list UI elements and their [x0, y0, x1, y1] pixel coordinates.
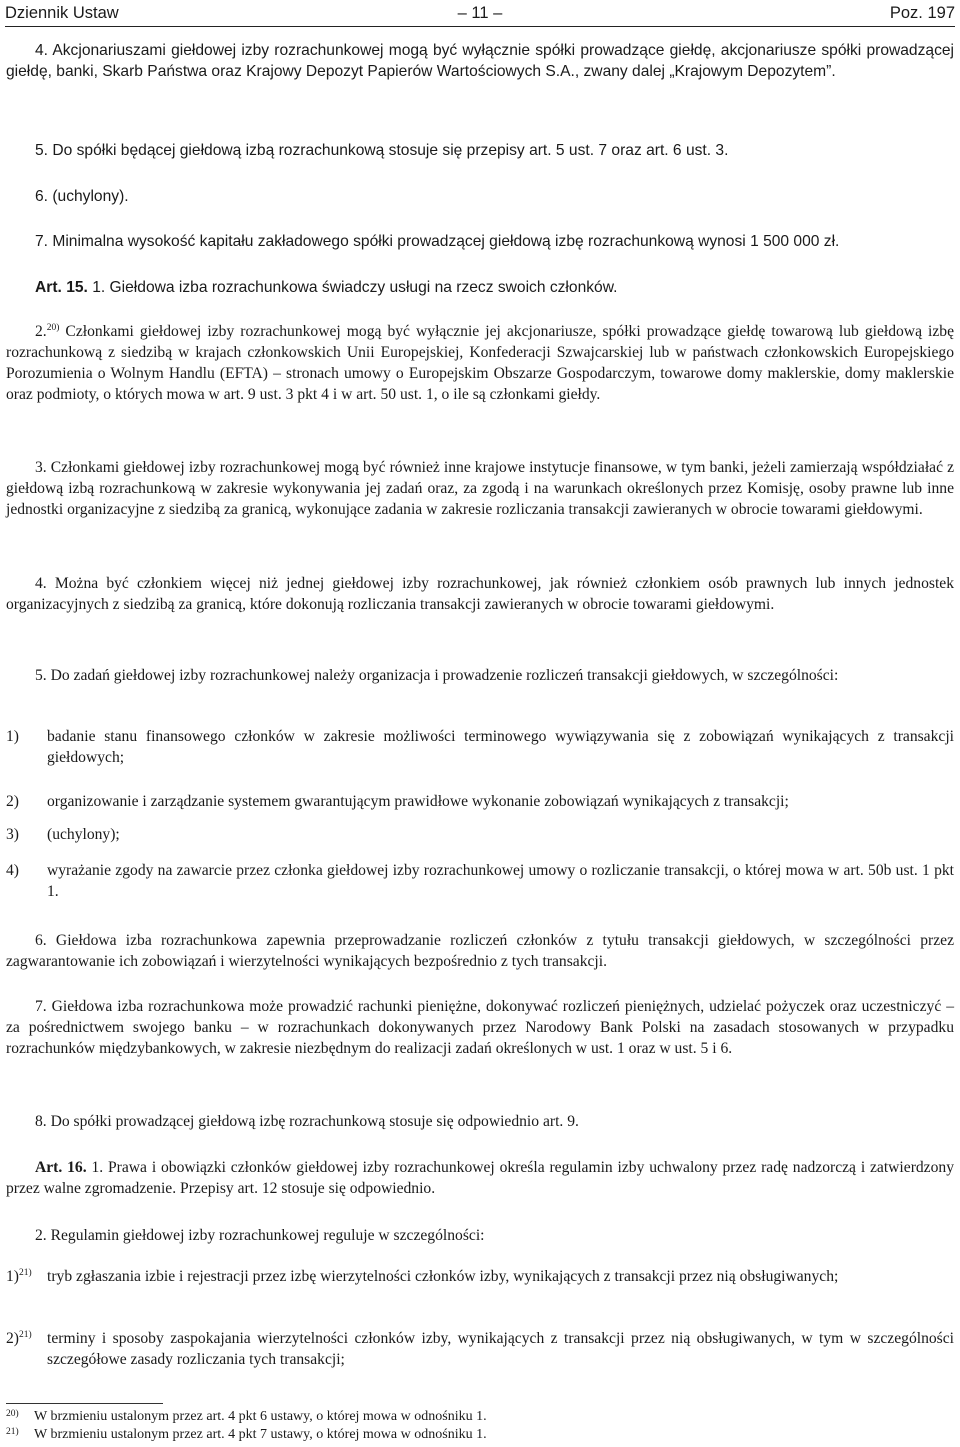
- list-item: [6, 1266, 954, 1287]
- list-item-text: badanie stanu finansowego członków w zakresie możliwości terminowego wywiązywania się z zobowiązań wynikających z transakcji giełdowych;: [47, 728, 954, 766]
- article-15-label: Art. 15.: [35, 279, 88, 296]
- paragraph-5: 5. Do spółki będącej giełdową izbą rozrachunkową stosuje się przepisy art. 5 ust. 7 oraz art. 6 ust. 3.: [35, 142, 729, 159]
- article-15-para-7: 7. Giełdowa izba rozrachunkowa może prowadzić rachunki pieniężne, dokonywać rozliczeń pieniężnych, udzielać pożyczek oraz uczestniczyć – za pośrednictwem swojego banku – w rozrachunkach dokonywanych przez Narodowy Bank Polski na zasadach stosowanych w przypadku rozrachunków międzybankowych, w zakresie niezbędnym do realizacji zadań określonych w ust. 1 oraz w ust. 5 i 6.: [6, 998, 954, 1057]
- list-item: [6, 824, 954, 845]
- list-item-number: 2): [6, 793, 19, 810]
- list-item-text: organizowanie i zarządzanie systemem gwarantującym prawidłowe wykonanie zobowiązań wynikających z transakcji;: [47, 793, 789, 810]
- footnote-separator: [6, 1403, 163, 1404]
- list-item: [6, 791, 954, 812]
- para-number: 2.: [35, 323, 47, 340]
- footnote-number: 21): [6, 1427, 19, 1437]
- list-item-number: 1)$^{21)}$: [6, 1268, 32, 1285]
- article-16-label: Art. 16.: [35, 1159, 87, 1176]
- position-number: Poz. 197: [889, 4, 955, 22]
- list-item-number: 3): [6, 826, 19, 843]
- article-15-text: 1. Giełdowa izba rozrachunkowa świadczy usługi na rzecz swoich członków.: [87, 279, 618, 296]
- footnote-text: W brzmieniu ustalonym przez art. 4 pkt 7 ustawy, o której mowa w odnośniku 1.: [34, 1427, 487, 1442]
- article-15-para-8: 8. Do spółki prowadzącej giełdową izbę rozrachunkową stosuje się odpowiednio art. 9.: [35, 1113, 579, 1130]
- article-15-para-5: 5. Do zadań giełdowej izby rozrachunkowej należy organizacja i prowadzenie rozliczeń transakcji giełdowych, w szczególności:: [35, 667, 839, 684]
- list-item-number: 4): [6, 862, 19, 879]
- article-15-para-6: 6. Giełdowa izba rozrachunkowa zapewnia przeprowadzanie rozliczeń członków z tytułu transakcji giełdowych, w szczególności przez zagwarantowanie ich zobowiązań i wierzytelności wynikających bezpośrednio z tych transakcji.: [6, 932, 954, 970]
- article-15-para-3: 3. Członkami giełdowej izby rozrachunkowej mogą być również inne krajowe instytucje finansowe, w tym banki, jeżeli zamierzają współdziałać z giełdową izbą rozrachunkową w zakresie wykonywania jej zadań oraz, za zgodą i na warunkach określonych przez Komisję, osoby prawne lub inne jednostki organizacyjne z siedzibą za granicą, wykonujące zadania w zakresie rozliczania transakcji zawieranych w obrocie towarami giełdowymi.: [6, 459, 954, 518]
- article-16-text: 1. Prawa i obowiązki członków giełdowej izby rozrachunkowej określa regulamin izby uchwalony przez radę nadzorczą i zatwierdzony przez walne zgromadzenie. Przepisy art. 12 stosuje się odpowiednio.: [6, 1159, 954, 1197]
- paragraph-6: 6. (uchylony).: [35, 188, 129, 205]
- footnote-ref: 21): [19, 1330, 32, 1340]
- list-item: [6, 726, 954, 768]
- list-item-text: terminy i sposoby zaspokajania wierzytelności członków izby, wynikających z transakcji przez nią obsługiwanych, w tym w szczególności szczegółowe zasady rozliczania tych transakcji;: [47, 1330, 954, 1368]
- article-15-para-4: 4. Można być członkiem więcej niż jednej giełdowej izby rozrachunkowej, jak również członkiem osób prawnych lub innych jednostek organizacyjnych z siedzibą za granicą, które dokonują rozliczania transakcji zawieranych w obrocie towarami giełdowymi.: [6, 575, 954, 613]
- list-item-number: 2)$^{21)}$: [6, 1330, 32, 1347]
- list-item: [6, 1328, 954, 1370]
- article-15-para-1: [6, 277, 954, 298]
- journal-title: Dziennik Ustaw: [5, 4, 119, 22]
- list-item-number: 1): [6, 728, 19, 745]
- article-16-para-2: 2. Regulamin giełdowej izby rozrachunkowej reguluje w szczególności:: [35, 1227, 485, 1244]
- footnote-ref: 21): [19, 1268, 32, 1278]
- footnote-text: W brzmieniu ustalonym przez art. 4 pkt 6 ustawy, o której mowa w odnośniku 1.: [34, 1409, 487, 1424]
- article-16-para-1: [6, 1157, 954, 1199]
- footnote-ref: 20): [46, 323, 60, 333]
- page-header: [5, 2, 955, 27]
- list-item-text: wyrażanie zgody na zawarcie przez członka giełdowej izby rozrachunkowej umowy o rozliczanie transakcji, o której mowa w art. 50b ust. 1 pkt 1.: [47, 862, 954, 900]
- footnote-number: 20): [6, 1409, 19, 1419]
- paragraph-7: 7. Minimalna wysokość kapitału zakładowego spółki prowadzącej giełdową izbę rozrachunkową wynosi 1 500 000 zł.: [35, 233, 840, 250]
- footnote: [6, 1408, 954, 1426]
- list-item: [6, 860, 954, 902]
- list-item-text: (uchylony);: [47, 826, 120, 843]
- article-15-para-2: [6, 321, 954, 405]
- page-number: – 11 –: [457, 4, 503, 22]
- footnote: [6, 1426, 954, 1444]
- list-item-text: tryb zgłaszania izbie i rejestracji przez izbę wierzytelności członków izby, wynikających z transakcji przez nią obsługiwanych;: [47, 1268, 839, 1285]
- paragraph-4: 4. Akcjonariuszami giełdowej izby rozrachunkowej mogą być wyłącznie spółki prowadzące giełdę, akcjonariusze spółki prowadzącej giełdę, banki, Skarb Państwa oraz Krajowy Depozyt Papierów Wartościowych S.A., zwany dalej „Krajowym Depozytem”.: [6, 42, 954, 80]
- para-text: Członkami giełdowej izby rozrachunkowej mogą być wyłącznie jej akcjonariusze, spółki prowadzące giełdę towarową lub giełdową izbę rozrachunkową z siedzibą w krajach członkowskich Unii Europejskiej, Konfederacji Szwajcarskiej lub w państwach członkowskich Europejskiego Porozumienia o Wolnym Handlu (EFTA) – stronach umowy o Europejskim Obszarze Gospodarczym, towarowe domy maklerskie, domy maklerskie oraz podmioty, o których mowa w art. 9 ust. 3 pkt 4 i w art. 50 ust. 1, o ile są członkami giełdy.: [6, 323, 954, 403]
